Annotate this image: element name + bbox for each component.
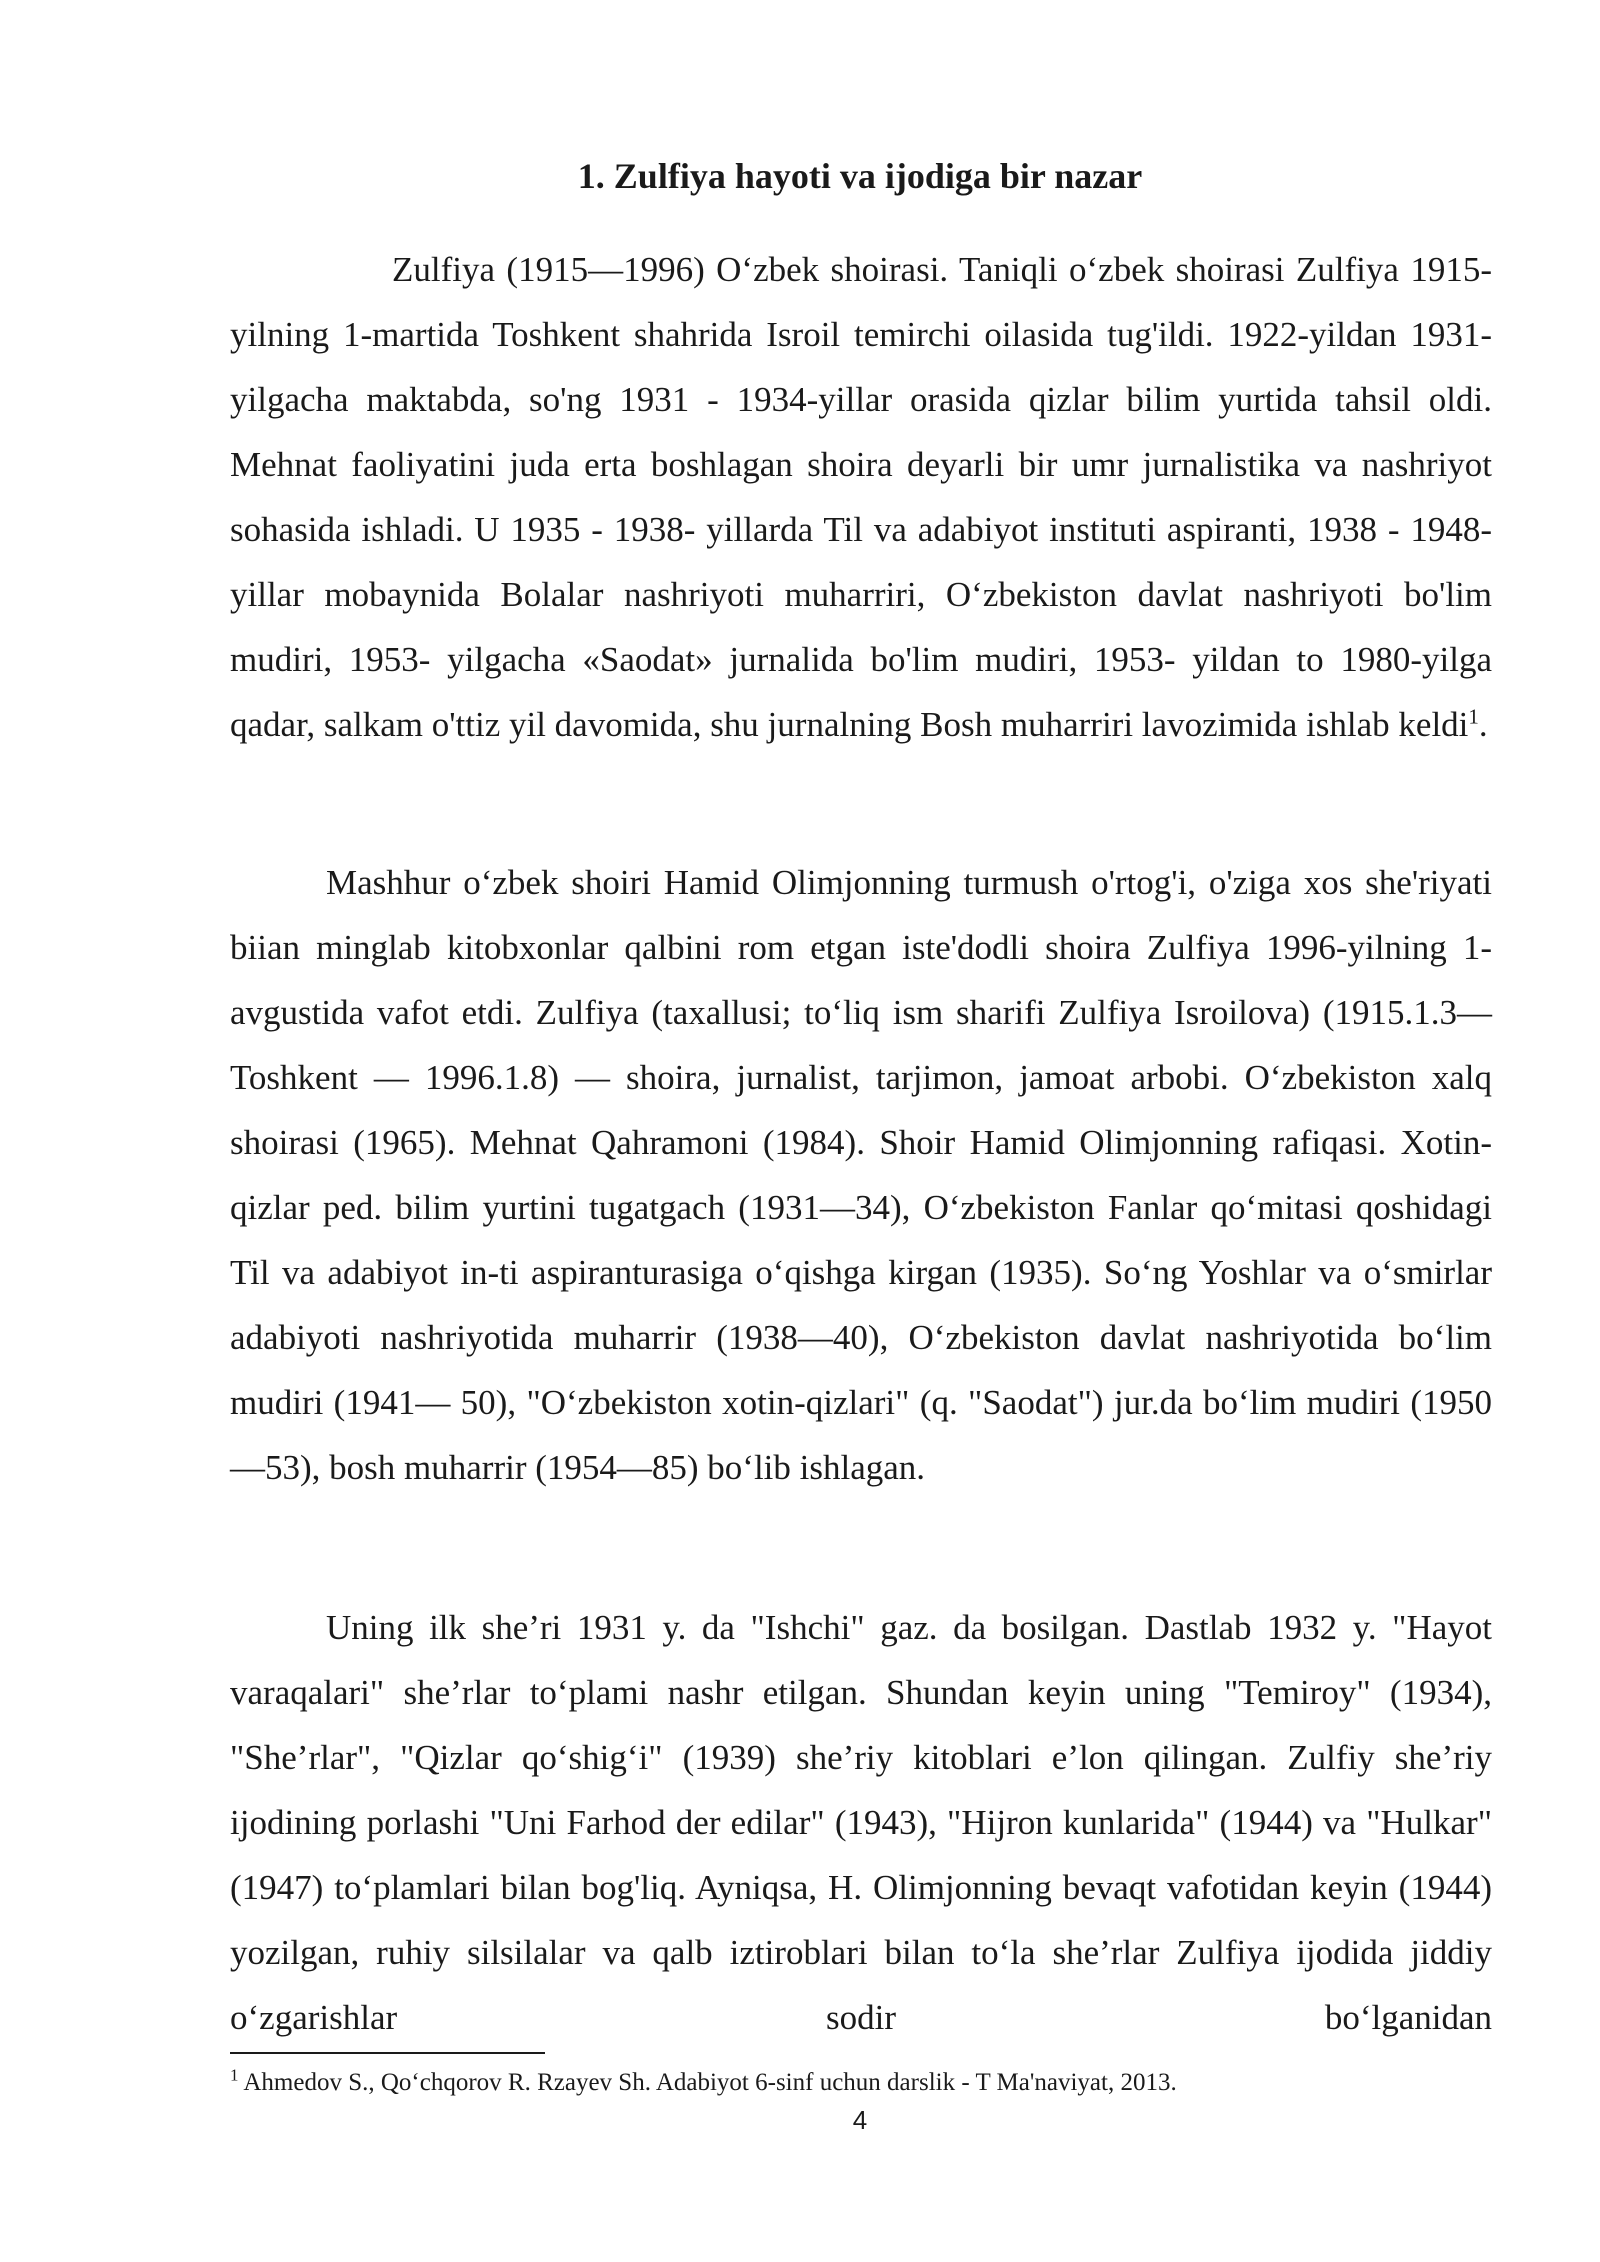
page-number: 4 [852,2105,868,2135]
footnote-text: Ahmedov S., Qo‘chqorov R. Rzayev Sh. Adabiyot 6-sinf uchun darslik - T Ma'naviyat, 2013. [238,2069,1177,2096]
paragraph-biography [230,237,1492,757]
footnote-divider [230,2052,545,2054]
paragraph-end-punctuation: . [1478,705,1488,744]
footnote [230,2066,1492,2100]
footnote-marker: 1 [230,2065,239,2085]
paragraph-text: Zulfiya (1915—1996) O‘zbek shoirasi. Taniqli o‘zbek shoirasi Zulfiya 1915- yilning 1-martida Toshkent shahrida Isroil temirchi oilasida tug'ildi. 1922-yildan 1931-yilgacha maktabda, so'ng 1931 - 1934-yillar orasida qizlar bilim yurtida tahsil oldi. Mehnat faoliyatini juda erta boshlagan shoira deyarli bir umr jurnalistika va nashriyot sohasida ishladi. U 1935 - 1938- yillarda Til va adabiyot instituti aspiranti, 1938 - 1948-yillar mobaynida Bolalar nashriyoti muharriri, O‘zbekiston davlat nashriyoti bo'lim mudiri, 1953- yilgacha «Saodat» jurnalida bo'lim mudiri, 1953- yildan to 1980-yilga qadar, salkam o'ttiz yil davomida, shu jurnalning Bosh muharriri lavozimida ishlab keldi [230,250,1492,744]
footnote-reference[interactable]: 1 [1468,704,1479,729]
paragraph-works: Uning ilk she’ri 1931 y. da "Ishchi" gaz. da bosilgan. Dastlab 1932 y. "Hayot varaqalari" she’rlar to‘plami nashr etilgan. Shundan keyin uning "Temiroy" (1934), "She’rlar", "Qizlar qo‘shig‘i" (1939) she’riy kitoblari e’lon qilingan. Zulfiy she’riy ijodining porlashi "Uni Farhod der edilar" (1943), "Hijron kunlarida" (1944) va "Hulkar" (1947) to‘plamlari bilan bog'liq. Ayniqsa, H. Olimjonning bevaqt vafotidan keyin (1944) yozilgan, ruhiy silsilalar va qalb iztiroblari bilan to‘la she’rlar Zulfiya ijodida jiddiy o‘zgarishlar sodir bo‘lganidan [230,1608,1492,2037]
section-heading: 1. Zulfiya hayoti va ijodiga bir nazar [577,156,1143,196]
paragraph-career: Mashhur o‘zbek shoiri Hamid Olimjonning turmush o'rtog'i, o'ziga xos she'riyati biian minglab kitobxonlar qalbini rom etgan iste'dodli shoira Zulfiya 1996-yilning 1-avgustida vafot etdi. Zulfiya (taxallusi; to‘liq ism sharifi Zulfiya Isroilova) (1915.1.3— Toshkent — 1996.1.8) — shoira, jurnalist, tarjimon, jamoat arbobi. O‘zbekiston xalq shoirasi (1965). Mehnat Qahramoni (1984). Shoir Hamid Olimjonning rafiqasi. Xotin-qizlar ped. bilim yurtini tugatgach (1931—34), O‘zbekiston Fanlar qo‘mitasi qoshidagi Til va adabiyot in-ti aspiranturasiga o‘qishga kirgan (1935). So‘ng Yoshlar va o‘smirlar adabiyoti nashriyotida muharrir (1938—40), O‘zbekiston davlat nashriyotida bo‘lim mudiri (1941— 50), "O‘zbekiston xotin-qizlari" (q. "Saodat") jur.da bo‘lim mudiri (1950—53), bosh muharrir (1954—85) bo‘lib ishlagan. [230,863,1492,1487]
